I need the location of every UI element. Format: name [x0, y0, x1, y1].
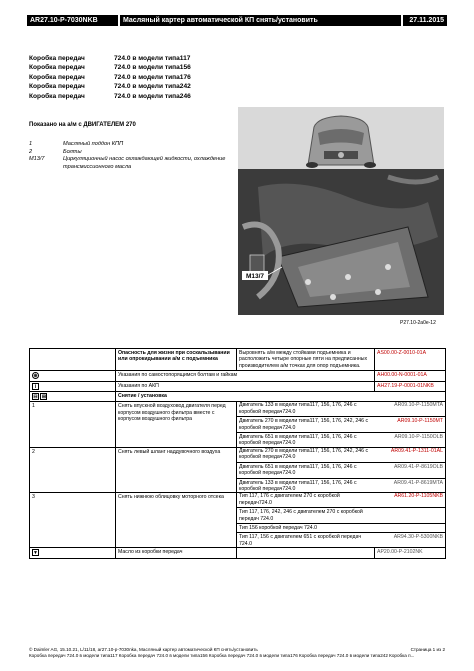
- model-row: [29, 63, 191, 72]
- section-title: Снятие / установка: [116, 392, 446, 402]
- model-list: [29, 54, 191, 101]
- model-label: Коробка передач: [29, 73, 85, 81]
- step-subitem: Тип 117, 176, 242, 246 с двигателем 270 с коробкой передач 724.0: [237, 507, 445, 522]
- step-ref-link[interactable]: AP20.00-P-2102NK: [375, 548, 446, 558]
- step-text: Масло из коробки передач: [116, 548, 237, 558]
- step-subitem: Двигатель 133 в модели типа117, 156, 176, 246 с коробкой передач724.0 AR09.10-P-1150MTA: [239, 402, 443, 415]
- subitem-ref-link[interactable]: AR09.41-P-1311-01AL: [390, 447, 443, 454]
- akp-ref-link[interactable]: AH27.19-P-0001-01NKB: [375, 381, 446, 391]
- model-value: 724.0 в модели типа156: [114, 64, 191, 72]
- subitem-ref-link[interactable]: AR09.41-P-8619OLB: [393, 463, 443, 470]
- engine-photo: [238, 107, 444, 315]
- table-row: [30, 349, 446, 371]
- step-text: Снять впускной воздуховод двигателя перед корпусом воздушного фильтра вместе с корпусом воздушного фильтра: [116, 402, 237, 447]
- page-number: Страница 1 из 2: [410, 647, 445, 652]
- legend-text: Циркуляционный насос охлаждающей жидкости, охлаждение трансмиссионного масла: [63, 156, 226, 170]
- model-value: 724.0 в модели типа246: [114, 92, 191, 100]
- model-row: [29, 54, 191, 63]
- model-row: [29, 92, 191, 101]
- step-subitem: Тип 117, 176 с двигателем 270 с коробкой передач724.0 AR61.20-P-1105NKB: [239, 493, 443, 506]
- document-id: AR27.10-P-7030NKB: [27, 15, 118, 26]
- danger-label: Опасность для жизни при соскальзывании или опрокидывании а/м с подъемника: [116, 349, 237, 371]
- subitem-ref-link[interactable]: AR94.30-P-5300NKB: [393, 534, 443, 541]
- step-number: 2: [30, 447, 116, 492]
- step-subitem: Двигатель 651 в модели типа117, 156, 176, 246 с коробкой передач724.0 AR09.10-P-1150OLB: [239, 434, 443, 447]
- legend-key: M13/7: [29, 156, 45, 163]
- step-text: Снять левый шланг наддувочного воздуха: [116, 447, 237, 492]
- document-title: Масляный картер автоматической КП снять/установить: [120, 15, 401, 26]
- remove-icon: ⊟: [33, 394, 38, 401]
- step-subitem: Двигатель 270 в модели типа117, 156, 176, 242, 246 с коробкой передач724.0 AR09.41-P-1311-01AL: [239, 447, 443, 461]
- danger-ref-link[interactable]: AS00.00-Z-0010-01A: [375, 349, 446, 371]
- table-row: [30, 493, 446, 548]
- table-row: [30, 381, 446, 391]
- info-icon: i: [32, 383, 39, 390]
- step-subitem: Двигатель 133 в модели типа117, 156, 176, 246 с коробкой передач724.0 AR09.41-P-8619MTA: [239, 479, 443, 492]
- model-label: Коробка передач: [29, 83, 85, 91]
- operations-table: [29, 348, 446, 559]
- bolts-ref-link[interactable]: AH00.00-N-0001-01A: [375, 371, 446, 381]
- model-value: 724.0 в модели типа242: [114, 83, 191, 91]
- shown-note: Показано на а/м с ДВИГАТЕЛЕМ 270: [29, 122, 136, 128]
- model-row: [29, 82, 191, 91]
- legend-key: 2: [29, 148, 33, 155]
- bolt-icon: ⊕: [33, 373, 38, 380]
- legend-text: Болты: [63, 148, 82, 155]
- install-icon: ⊞: [41, 394, 47, 401]
- legend-text: Масляный поддон КПП: [63, 141, 124, 147]
- danger-text: Выровнять а/м между стойками подъемника и расположить четыре опорные пяти на предписанных производителем а/м точках для опор подъемника.: [237, 349, 375, 371]
- step-text: Снять нижнюю облицовку моторного отсека: [116, 493, 237, 548]
- legend-key: 1: [29, 141, 33, 147]
- legend-item: [29, 156, 233, 171]
- step-number: 1: [30, 402, 116, 447]
- legend: [29, 141, 233, 171]
- document-date: 27.11.2015: [403, 15, 447, 26]
- page-footer: [29, 647, 445, 658]
- model-row: [29, 73, 191, 82]
- subitem-ref-link[interactable]: AR09.41-P-8619MTA: [393, 479, 443, 486]
- subitem-ref-link[interactable]: AR09.10-P-1150MT: [397, 418, 443, 425]
- subitem-ref-link[interactable]: AR61.20-P-1105NKB: [394, 493, 443, 500]
- step-number: 3: [30, 493, 116, 548]
- step-subitem: Двигатель 651 в модели типа117, 156, 176, 246 с коробкой передач724.0 AR09.41-P-8619OLB: [239, 463, 443, 477]
- step-subitem: Двигатель 270 в модели типа117, 156, 176, 242, 246 с коробкой передач724.0 AR09.10-P-1150MT: [239, 418, 443, 431]
- step-subitem: Тип 156 коробкой передач 724.0: [237, 523, 445, 531]
- table-row: [30, 371, 446, 381]
- subitem-ref-link[interactable]: AR09.10-P-1150OLB: [394, 434, 443, 441]
- photo-reference: P27.10-2a0e-12: [400, 320, 436, 326]
- model-value: 724.0 в модели типа176: [114, 73, 191, 81]
- model-label: Коробка передач: [29, 92, 85, 100]
- subitem-ref-link[interactable]: AR09.10-P-1150MTA: [394, 402, 443, 409]
- bolts-label: Указания по самостопорящимся болтам и гайкам: [116, 371, 375, 381]
- step-subitem: Тип 117, 156 с двигателем 651 с коробкой передач 724.0 AR94.30-P-5300NKB: [239, 534, 443, 547]
- akp-label: Указания по АКП: [116, 381, 375, 391]
- footer-models: Коробка передач 724.0 в модели типа117 Коробка передач 724.0 в модели типа156 Коробка передач 724.0 в модели типа176 Коробка передач 724.0 в модели типа242 Коробка п...: [29, 652, 415, 658]
- table-row: [30, 402, 446, 447]
- drain-icon: ▼: [33, 550, 38, 557]
- model-label: Коробка передач: [29, 55, 85, 62]
- model-label: Коробка передач: [29, 64, 85, 72]
- document-header: [27, 15, 447, 26]
- footer-copyright: © Daimler AG, 15.10.21, L/11/18, ar27.10-p-7030nka, Масляный картер автоматической КП снять/установить: [29, 647, 258, 652]
- table-row: [30, 392, 446, 402]
- model-value: 724.0 в модели типа117: [114, 55, 191, 62]
- table-row: [30, 548, 446, 558]
- legend-item: [29, 141, 233, 149]
- photo-label: M13/7: [245, 273, 265, 280]
- table-row: [30, 447, 446, 492]
